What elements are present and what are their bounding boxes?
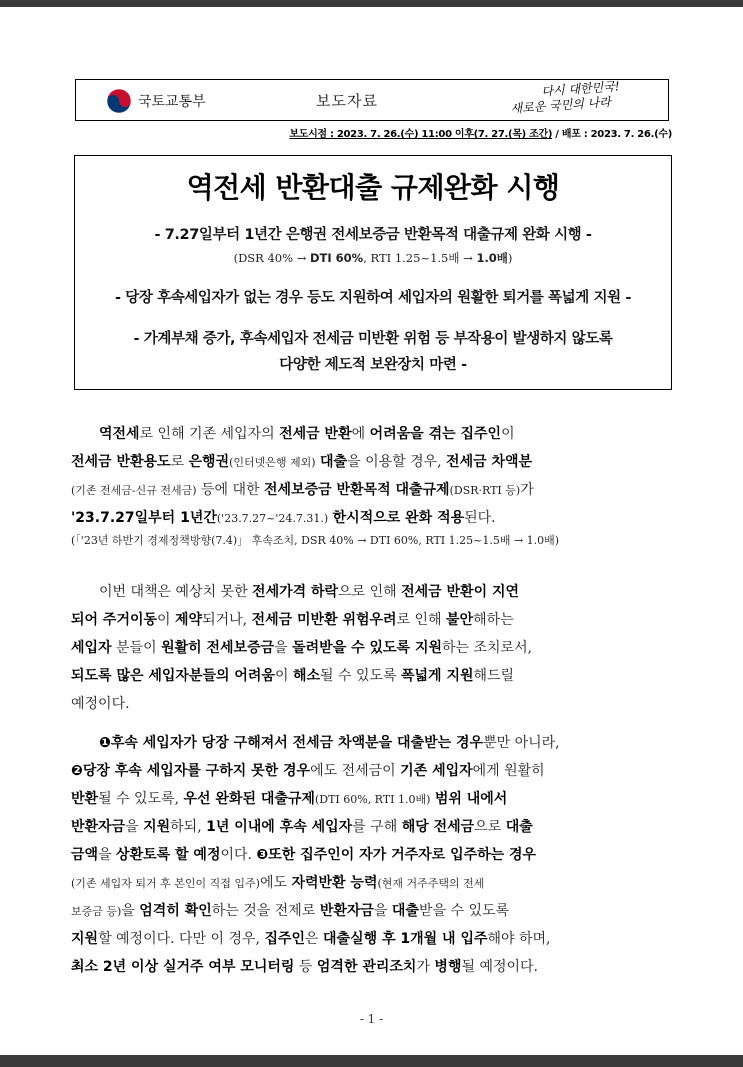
summary-line-2: - 당장 후속세입자가 없는 경우 등도 지원하여 세입자의 원활한 퇴거를 폭넓게 지원 - xyxy=(114,290,632,306)
paragraph-line: 이번 대책은 예상치 못한 전세가격 하락으로 인해 전세금 반환이 지연 xyxy=(99,584,520,600)
paragraph-1-note: (「'23년 하반기 경제정책방향(7.4)」 후속조치, DSR 40% → DTI 60%, RTI 1.25~1.5배 → 1.0배) xyxy=(71,534,560,547)
paragraph-line: '23.7.27일부터 1년간('23.7.27~'24.7.31.) 한시적으로 완화 적용된다. xyxy=(71,510,496,526)
slogan-line-2: 새로운 국민의 나라 xyxy=(510,94,612,116)
distribution-date: / 배포 : 2023. 7. 26.(수) xyxy=(552,129,672,140)
paragraph-line: 세입자 분들이 원활히 전세보증금을 돌려받을 수 있도록 지원하는 조치로서, xyxy=(71,640,533,656)
viewer-bottom-bar xyxy=(0,1055,743,1067)
paragraph-line: 반환될 수 있도록, 우선 완화된 대출규제(DTI 60%, RTI 1.0배) 범위 내에서 xyxy=(71,791,508,807)
viewer-top-bar xyxy=(0,0,743,7)
summary-line-3: - 가계부채 증가, 후속세입자 전세금 미반환 위험 등 부작용이 발생하지 않도록 xyxy=(133,331,613,347)
paragraph-line: 반환자금을 지원하되, 1년 이내에 후속 세입자를 구해 해당 전세금으로 대출 xyxy=(71,819,533,835)
paragraph-line: 되도록 많은 세입자분들의 어려움이 해소될 수 있도록 폭넓게 지원해드릴 xyxy=(71,668,515,684)
paragraph-line: 금액을 상환토록 할 예정이다. ❸또한 집주인이 자가 거주자로 입주하는 경우 xyxy=(71,847,537,863)
slogan-line-1: 다시 대한민국! xyxy=(541,79,621,99)
release-info xyxy=(210,125,672,140)
paragraph-2 xyxy=(71,578,673,718)
page-number: - 1 - xyxy=(359,1012,384,1026)
press-header xyxy=(75,79,669,121)
paragraph-line: 최소 2년 이상 실거주 여부 모니터링 등 엄격한 관리조치가 병행될 예정이다. xyxy=(71,959,539,975)
page-title: 역전세 반환대출 규제완화 시행 xyxy=(186,171,560,204)
document-page xyxy=(0,7,743,1055)
paragraph-3 xyxy=(71,729,673,981)
paragraph-line: 되어 주거이동이 제약되거나, 전세금 미반환 위험우려로 인해 불안해하는 xyxy=(71,612,514,628)
paragraph-line: ❷당장 후속 세입자를 구하지 못한 경우에도 전세금이 기존 세입자에게 원활히 xyxy=(71,763,545,779)
release-time: 보도시점 : 2023. 7. 26.(수) 11:00 이후(7. 27.(목) 조간) xyxy=(289,129,553,140)
summary-line-4: 다양한 제도적 보완장치 마련 - xyxy=(279,357,467,373)
doc-type-label: 보도자료 xyxy=(316,92,378,110)
summary-box xyxy=(74,155,672,390)
slogan-signature xyxy=(503,77,655,117)
paragraph-line: 전세금 반환용도로 은행권(인터넷은행 제외) 대출을 이용할 경우, 전세금 차액분 xyxy=(71,454,533,470)
summary-note: (DSR 40% → DTI 60%, RTI 1.25~1.5배 → 1.0배) xyxy=(233,251,513,265)
paragraph-line: (기존 전세금-신규 전세금) 등에 대한 전세보증금 반환목적 대출규제(DSR·RTI 등)가 xyxy=(71,482,534,498)
paragraph-1 xyxy=(71,420,673,532)
paragraph-line: (기존 세입자 퇴거 후 본인이 직접 입주)에도 자력반환 능력(현재 거주주택의 전세 xyxy=(71,875,485,891)
ministry-name: 국토교통부 xyxy=(138,94,206,110)
government-emblem-icon xyxy=(106,88,132,114)
paragraph-line: 보증금 등)을 엄격히 확인하는 것을 전제로 반환자금을 대출받을 수 있도록 xyxy=(71,903,510,919)
paragraph-line: 지원할 예정이다. 다만 이 경우, 집주인은 대출실행 후 1개월 내 입주해야 하며, xyxy=(71,931,551,947)
paragraph-line: ❶후속 세입자가 당장 구해져서 전세금 차액분을 대출받는 경우뿐만 아니라, xyxy=(99,735,560,751)
paragraph-line: 예정이다. xyxy=(71,696,130,712)
paragraph-line: 역전세로 인해 기존 세입자의 전세금 반환에 어려움을 겪는 집주인이 xyxy=(99,426,515,442)
summary-line-1: - 7.27일부터 1년간 은행권 전세보증금 반환목적 대출규제 완화 시행 - xyxy=(154,227,592,243)
